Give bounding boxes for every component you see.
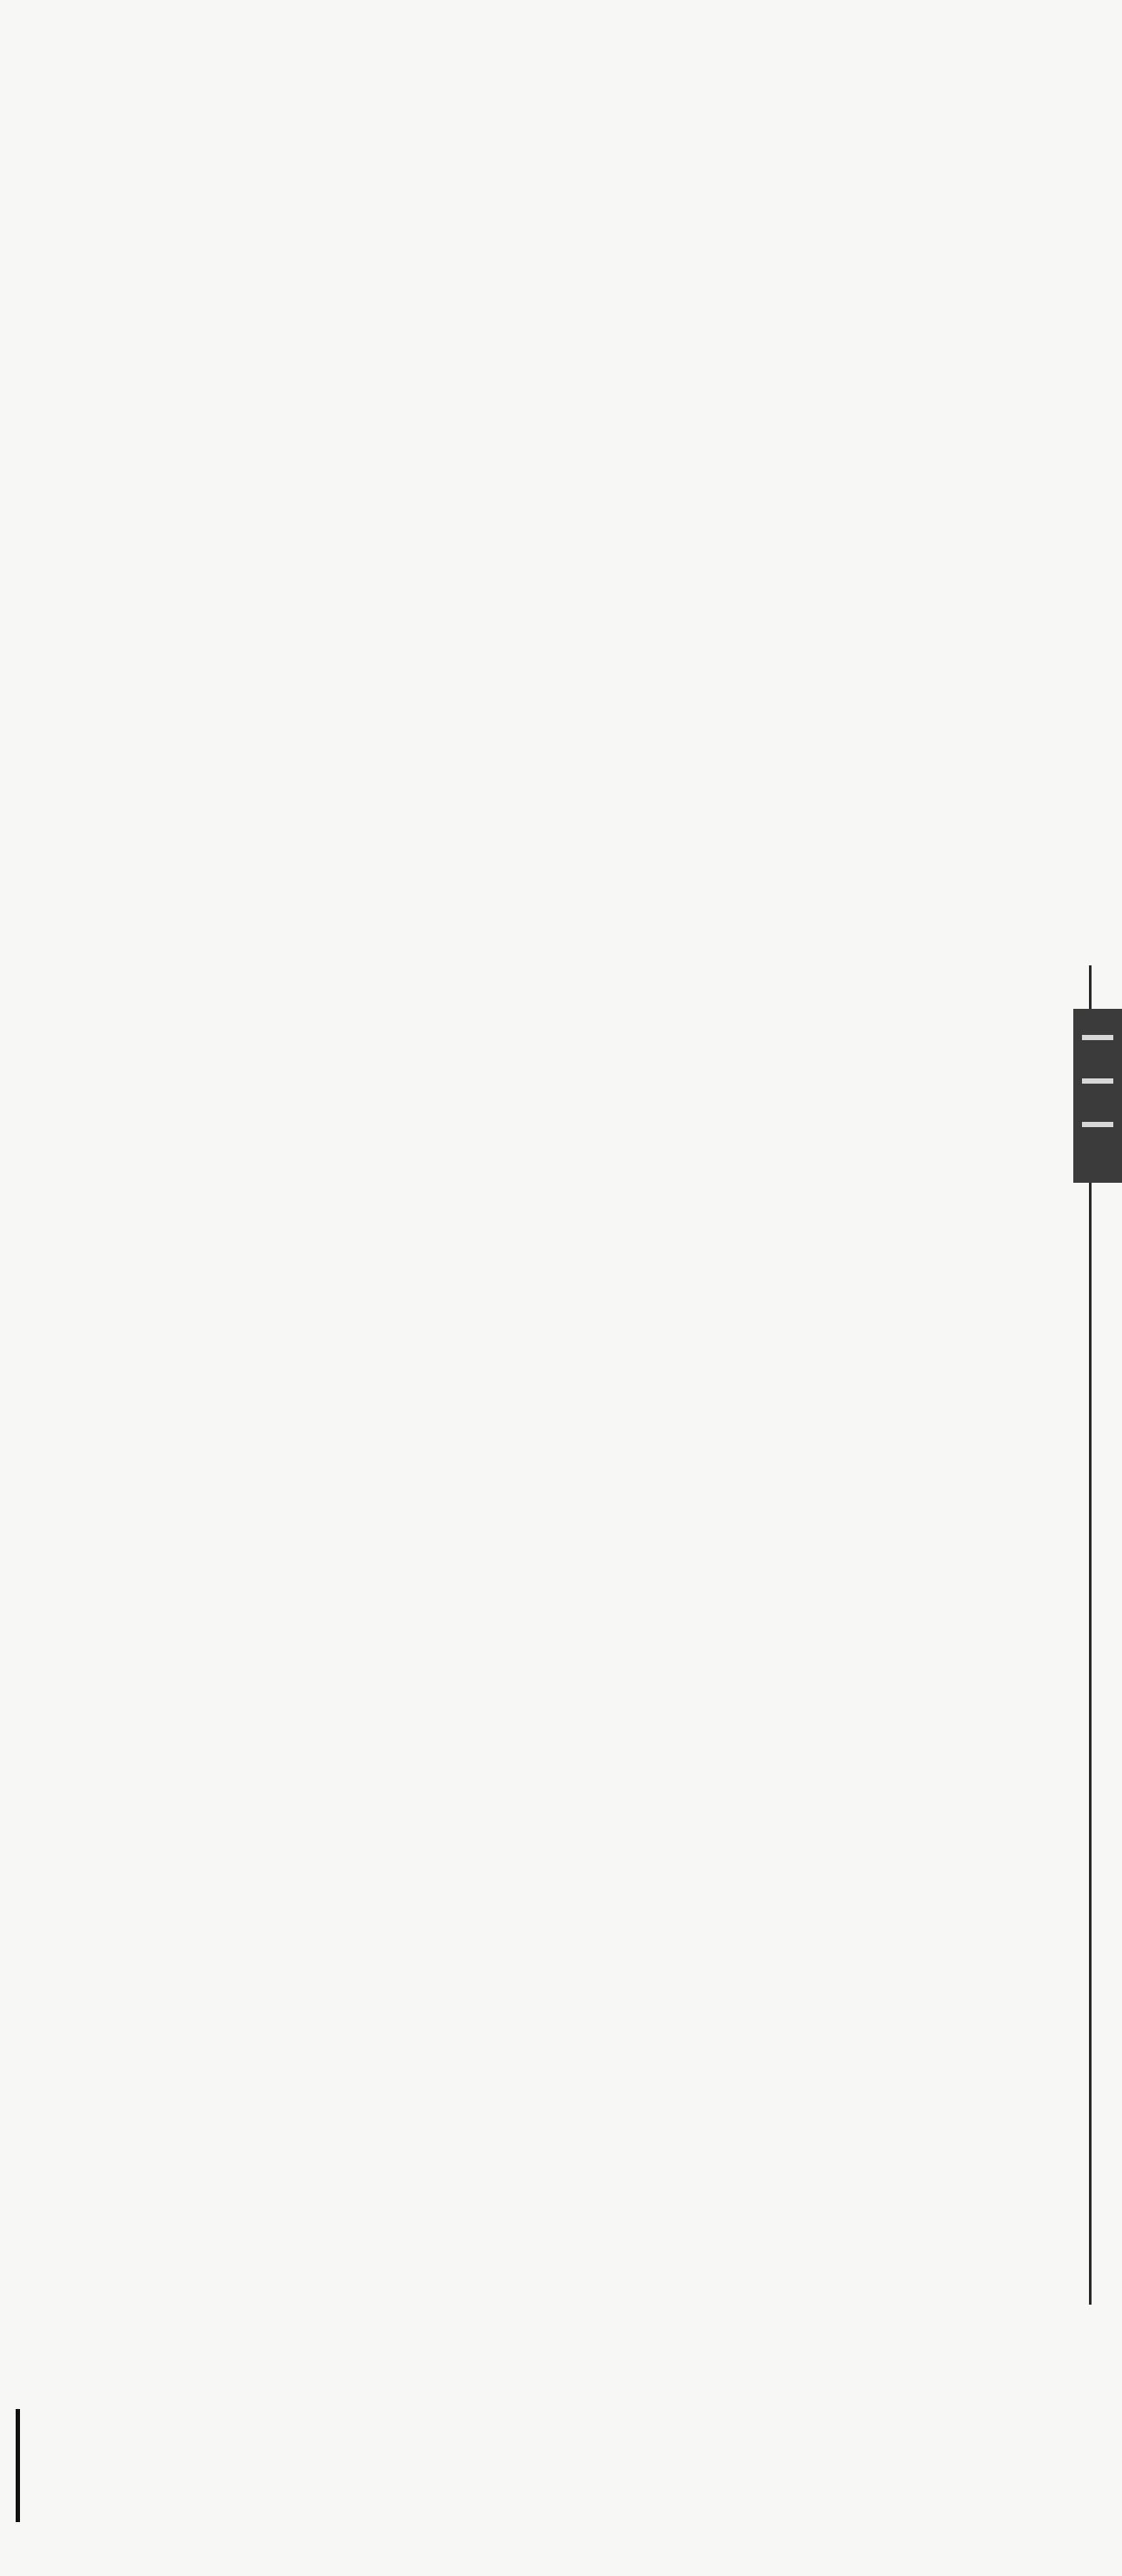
side-tab-marker (1073, 1009, 1122, 1183)
left-edge-mark (16, 2409, 20, 2522)
model-essay (205, 842, 1066, 876)
